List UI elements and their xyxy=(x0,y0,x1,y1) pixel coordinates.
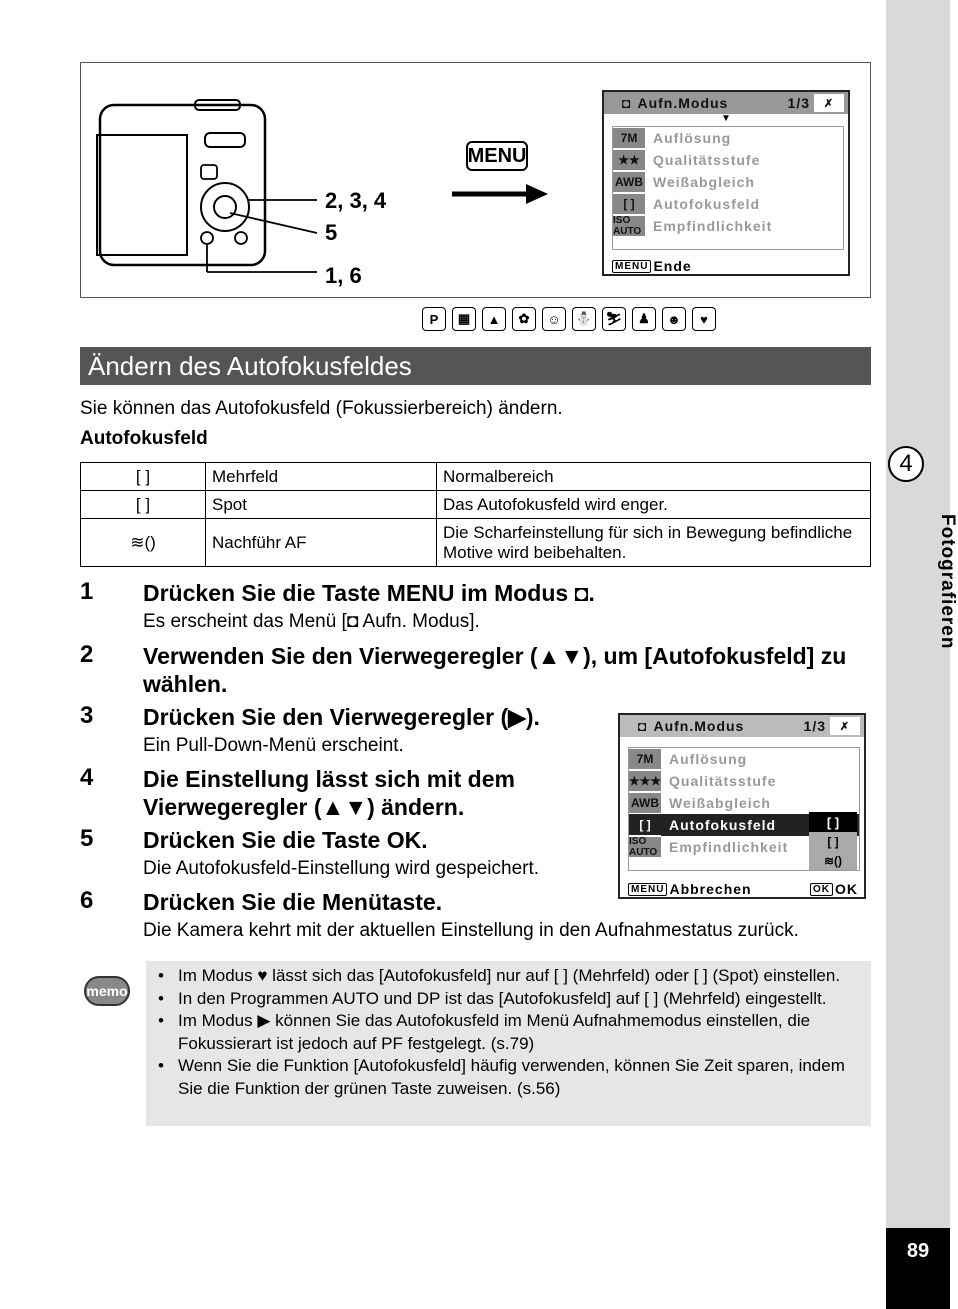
memo-box xyxy=(146,961,871,1126)
callout-16: 1, 6 xyxy=(325,263,362,288)
table-row xyxy=(81,491,871,519)
resolution-icon: 7M xyxy=(613,128,645,149)
menu-key-label: MENU xyxy=(466,141,528,171)
af-pulldown-menu xyxy=(809,812,857,870)
ok-label: OK xyxy=(835,881,858,897)
kids-icon: ☻ xyxy=(662,307,686,331)
lcd-menu-page: 1/3 xyxy=(803,718,826,734)
af-area-table xyxy=(80,462,871,567)
step-title: Drücken Sie den Vierwegeregler (▶). xyxy=(143,704,540,730)
af-area-icon: [ ] xyxy=(629,815,661,836)
landscape-icon: ▲ xyxy=(482,307,506,331)
step-title: Drücken Sie die Taste OK. xyxy=(143,827,428,853)
step-description: Die Kamera kehrt mit der aktuellen Einstellung in den Aufnahmestatus zurück. xyxy=(143,920,799,941)
table-cell: Mehrfeld xyxy=(206,463,437,491)
subheading: Autofokusfeld xyxy=(80,428,208,449)
chapter-title: Fotografieren xyxy=(937,514,958,650)
night-scene-icon: ▦ xyxy=(452,307,476,331)
quality-icon: ★★ xyxy=(613,150,645,171)
camera-icon: ◘ xyxy=(638,718,648,734)
tracking-af-icon: ≋() xyxy=(81,519,206,567)
portrait-icon: ☺ xyxy=(542,307,566,331)
arrow-right-icon xyxy=(450,182,550,206)
lcd-menu-item: AWB Weißabgleich xyxy=(613,171,843,193)
frame-composite-icon: ♥ xyxy=(692,307,716,331)
candlelight-icon: ♟ xyxy=(632,307,656,331)
white-balance-icon: AWB xyxy=(629,793,661,814)
spot-icon: [ ] xyxy=(81,491,206,519)
lcd-menu-title: Aufn.Modus xyxy=(653,718,745,734)
snow-icon: ⛄ xyxy=(572,307,596,331)
setup-tab-icon: ✗ xyxy=(814,94,844,112)
table-cell: Normalbereich xyxy=(437,463,871,491)
step-description: Die Autofokusfeld-Einstellung wird gespeichert. xyxy=(143,858,540,879)
page-number: 89 xyxy=(886,1228,950,1309)
lcd-menu-item: 7M Auflösung xyxy=(629,748,859,770)
sport-icon: ⛷ xyxy=(602,307,626,331)
section-heading: Ändern des Autofokusfeldes xyxy=(80,347,871,385)
program-mode-icon: P xyxy=(422,307,446,331)
lcd-footer-label: Ende xyxy=(653,258,692,274)
step-number: 3 xyxy=(80,702,94,729)
camera-icon: ◘ xyxy=(622,95,632,111)
memo-icon: memo xyxy=(82,968,132,1010)
camera-back-illustration xyxy=(95,95,325,285)
setup-tab-icon: ✗ xyxy=(830,717,860,735)
lcd-menu-item: ISO AUTO Empfindlichkeit xyxy=(613,214,773,237)
menu-key-badge: MENU xyxy=(612,260,651,273)
chapter-side-tab xyxy=(886,0,950,1309)
step-number: 2 xyxy=(80,641,94,668)
tracking-af-icon: ≋() xyxy=(823,853,843,868)
resolution-icon: 7M xyxy=(629,749,661,770)
iso-icon: ISO AUTO xyxy=(629,837,661,858)
step-title: Drücken Sie die Taste MENU im Modus ◘. xyxy=(143,580,595,606)
lcd-menu-item: [ ] Autofokusfeld xyxy=(613,193,843,215)
lcd-menu-header xyxy=(620,715,864,737)
lcd-menu-af-popup xyxy=(618,713,866,899)
step-description: Ein Pull-Down-Menü erscheint. xyxy=(143,735,404,756)
mode-icon-strip xyxy=(422,307,716,331)
lcd-menu-item-selected: [ ] Autofokusfeld xyxy=(629,814,859,836)
lcd-menu-record-mode xyxy=(602,90,850,276)
step-number: 1 xyxy=(80,578,94,605)
quality-icon: ★★★ xyxy=(629,771,661,792)
table-cell: Nachführ AF xyxy=(206,519,437,567)
step-number: 4 xyxy=(80,764,94,791)
menu-key-badge: MENU xyxy=(628,883,667,896)
step-title: Drücken Sie die Menütaste. xyxy=(143,889,443,915)
step-title: Verwenden Sie den Vierwegeregler (▲▼), um [Autofokusfeld] zu wählen. xyxy=(143,643,847,697)
lcd-menu-item: AWB Weißabgleich xyxy=(629,792,859,814)
step-title: Die Einstellung lässt sich mit dem Vierwegeregler (▲▼) ändern. xyxy=(143,766,515,820)
step-number: 6 xyxy=(80,887,94,914)
lcd-menu-item: ★★ Qualitätsstufe xyxy=(613,149,843,171)
iso-icon: ISO AUTO xyxy=(613,216,645,237)
memo-item: • Im Modus ♥ lässt sich das [Autofokusfeld] nur auf [ ] (Mehrfeld) oder [ ] (Spot) einstellen. xyxy=(146,965,871,988)
chapter-number: 4 xyxy=(888,446,924,482)
table-row xyxy=(81,519,871,567)
table-row xyxy=(81,463,871,491)
intro-text: Sie können das Autofokusfeld (Fokussierbereich) ändern. xyxy=(80,398,563,419)
callout-5: 5 xyxy=(325,220,338,245)
multi-area-icon: [ ] xyxy=(809,812,857,832)
spot-icon: [ ] xyxy=(827,834,839,849)
lcd-menu-page: 1/3 xyxy=(787,95,810,111)
af-area-icon: [ ] xyxy=(613,194,645,215)
table-cell: Spot xyxy=(206,491,437,519)
ok-key-badge: OK xyxy=(810,883,833,896)
down-triangle-icon: ▼ xyxy=(721,113,731,124)
memo-item: • Wenn Sie die Funktion [Autofokusfeld] häufig verwenden, können Sie Zeit sparen, indem Sie die Funktion der grünen Taste zuweisen. (s.56) xyxy=(146,1055,871,1100)
callout-234: 2, 3, 4 xyxy=(325,188,387,213)
flower-icon: ✿ xyxy=(512,307,536,331)
step-description: Es erscheint das Menü [◘ Aufn. Modus]. xyxy=(143,611,480,632)
lcd-menu-item: ★★★ Qualitätsstufe xyxy=(629,770,859,792)
multi-area-icon: [ ] xyxy=(81,463,206,491)
cancel-label: Abbrechen xyxy=(669,881,752,897)
memo-item: • Im Modus ▶ können Sie das Autofokusfeld im Menü Aufnahmemodus einstellen, die Fokussierart ist jedoch auf PF festgelegt. (s.79) xyxy=(146,1010,871,1055)
white-balance-icon: AWB xyxy=(613,172,645,193)
lcd-menu-item: 7M Auflösung xyxy=(613,127,843,149)
lcd-menu-title: Aufn.Modus xyxy=(637,95,729,111)
table-cell: Das Autofokusfeld wird enger. xyxy=(437,491,871,519)
memo-item: • In den Programmen AUTO und DP ist das [Autofokusfeld] auf [ ] (Mehrfeld) eingestellt. xyxy=(146,988,871,1011)
lcd-menu-header xyxy=(604,92,848,114)
lcd-menu-item: ISO AUTO Empfindlichkeit xyxy=(629,835,789,858)
table-cell: Die Scharfeinstellung für sich in Bewegung befindliche Motive wird beibehalten. xyxy=(437,519,871,567)
step-number: 5 xyxy=(80,825,94,852)
